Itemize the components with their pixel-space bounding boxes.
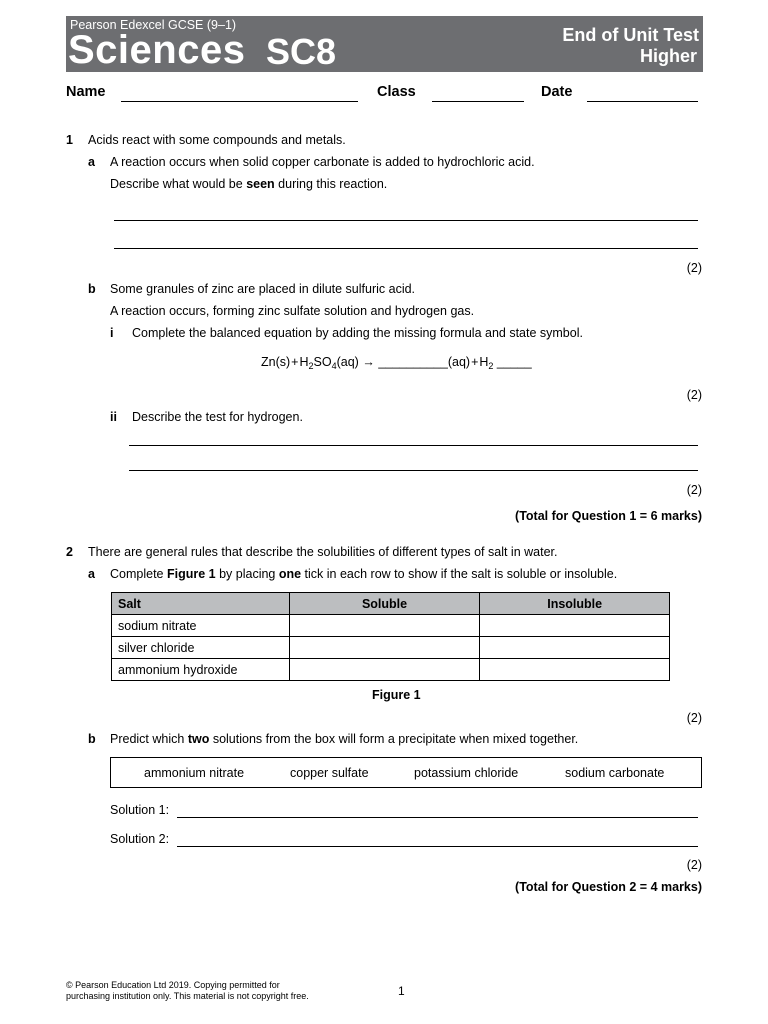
q1-number: 1 xyxy=(66,133,73,147)
solution-option: sodium carbonate xyxy=(565,766,665,780)
solution2-answer-line[interactable] xyxy=(177,846,698,847)
q1a-marks: (2) xyxy=(686,261,702,275)
q1bi-text: Complete the balanced equation by adding the missing formula and state symbol. xyxy=(132,326,583,340)
tier-label: Higher xyxy=(639,46,697,66)
table-header-row xyxy=(112,593,670,615)
unit-code: SC8 xyxy=(266,31,337,72)
q2a-marks: (2) xyxy=(686,711,702,725)
q1b-letter: b xyxy=(88,282,96,296)
soluble-tick-cell[interactable] xyxy=(289,615,480,637)
class-field[interactable] xyxy=(432,101,524,102)
salt-name: ammonium hydroxide xyxy=(112,659,290,681)
publisher-label: Pearson Edexcel GCSE (9–1) xyxy=(70,18,237,32)
figure-caption: Figure 1 xyxy=(372,688,421,702)
solution-option: ammonium nitrate xyxy=(144,766,245,780)
date-label: Date xyxy=(541,84,573,100)
name-field[interactable] xyxy=(121,101,358,102)
date-field[interactable] xyxy=(587,101,698,102)
header-soluble: Soluble xyxy=(289,593,480,615)
q1a-text: A reaction occurs when solid copper carbonate is added to hydrochloric acid. xyxy=(110,155,535,169)
q2b-letter: b xyxy=(88,732,96,746)
table-row xyxy=(112,637,670,659)
q1b-text1: Some granules of zinc are placed in dilute sulfuric acid. xyxy=(110,282,416,296)
q2-total: (Total for Question 2 = 4 marks) xyxy=(515,880,702,894)
class-label: Class xyxy=(377,84,416,100)
q2b-marks: (2) xyxy=(686,858,702,872)
header-insoluble: Insoluble xyxy=(480,593,670,615)
q2a-letter: a xyxy=(88,567,95,581)
q2-intro: There are general rules that describe the solubilities of different types of salt in water. xyxy=(88,545,558,559)
page-number: 1 xyxy=(398,984,405,998)
q1bi-numeral: i xyxy=(110,326,114,340)
q1bi-marks: (2) xyxy=(686,388,702,402)
header-salt: Salt xyxy=(112,593,290,615)
q1bii-answer-line[interactable] xyxy=(129,445,698,446)
soluble-tick-cell[interactable] xyxy=(289,637,480,659)
solution-option: copper sulfate xyxy=(290,766,369,780)
header-banner xyxy=(66,16,703,72)
insoluble-tick-cell[interactable] xyxy=(480,659,670,681)
q1bii-answer-line[interactable] xyxy=(129,470,698,471)
q1bii-numeral: ii xyxy=(110,410,117,424)
table-row xyxy=(112,659,670,681)
missing-state-blank[interactable]: _____ xyxy=(496,355,532,369)
insoluble-tick-cell[interactable] xyxy=(480,637,670,659)
q1a-answer-line[interactable] xyxy=(114,220,698,221)
solution1-label: Solution 1: xyxy=(110,803,170,817)
balanced-equation: $Zn(s)+H_2SO_4(aq)$ → $\_\_\_\_\_\_\_\_\_\_(aq)+H_2$ _____ xyxy=(261,355,532,371)
footer-copyright: © Pearson Education Ltd 2019. Copying permitted for purchasing institution only. This material is not copyright free. xyxy=(66,980,309,1001)
q1a-prompt: Describe what would be seen during this reaction. xyxy=(110,177,388,191)
test-title: End of Unit Test xyxy=(562,25,699,45)
solution1-answer-line[interactable] xyxy=(177,817,698,818)
q2b-text: Predict which two solutions from the box will form a precipitate when mixed together. xyxy=(110,732,579,746)
q1a-letter: a xyxy=(88,155,95,169)
name-label: Name xyxy=(66,84,106,100)
solution2-label: Solution 2: xyxy=(110,832,170,846)
solubility-table xyxy=(111,592,670,681)
insoluble-tick-cell[interactable] xyxy=(480,615,670,637)
subject-title: Sciences xyxy=(68,28,246,72)
q1bii-marks: (2) xyxy=(686,483,702,497)
salt-name: sodium nitrate xyxy=(112,615,290,637)
solution-option: potassium chloride xyxy=(414,766,519,780)
solutions-box xyxy=(110,757,702,788)
q1a-answer-line[interactable] xyxy=(114,248,698,249)
q1b-text2: A reaction occurs, forming zinc sulfate solution and hydrogen gas. xyxy=(110,304,475,318)
q2-number: 2 xyxy=(66,545,73,559)
q1bii-text: Describe the test for hydrogen. xyxy=(132,410,303,424)
q2a-text: Complete Figure 1 by placing one tick in each row to show if the salt is soluble or insoluble. xyxy=(110,567,618,581)
q1-total: (Total for Question 1 = 6 marks) xyxy=(515,509,702,523)
salt-name: silver chloride xyxy=(112,637,290,659)
table-row xyxy=(112,615,670,637)
missing-formula-blank[interactable]: __________ xyxy=(378,355,448,369)
q1-intro: Acids react with some compounds and metals. xyxy=(88,133,346,147)
soluble-tick-cell[interactable] xyxy=(289,659,480,681)
